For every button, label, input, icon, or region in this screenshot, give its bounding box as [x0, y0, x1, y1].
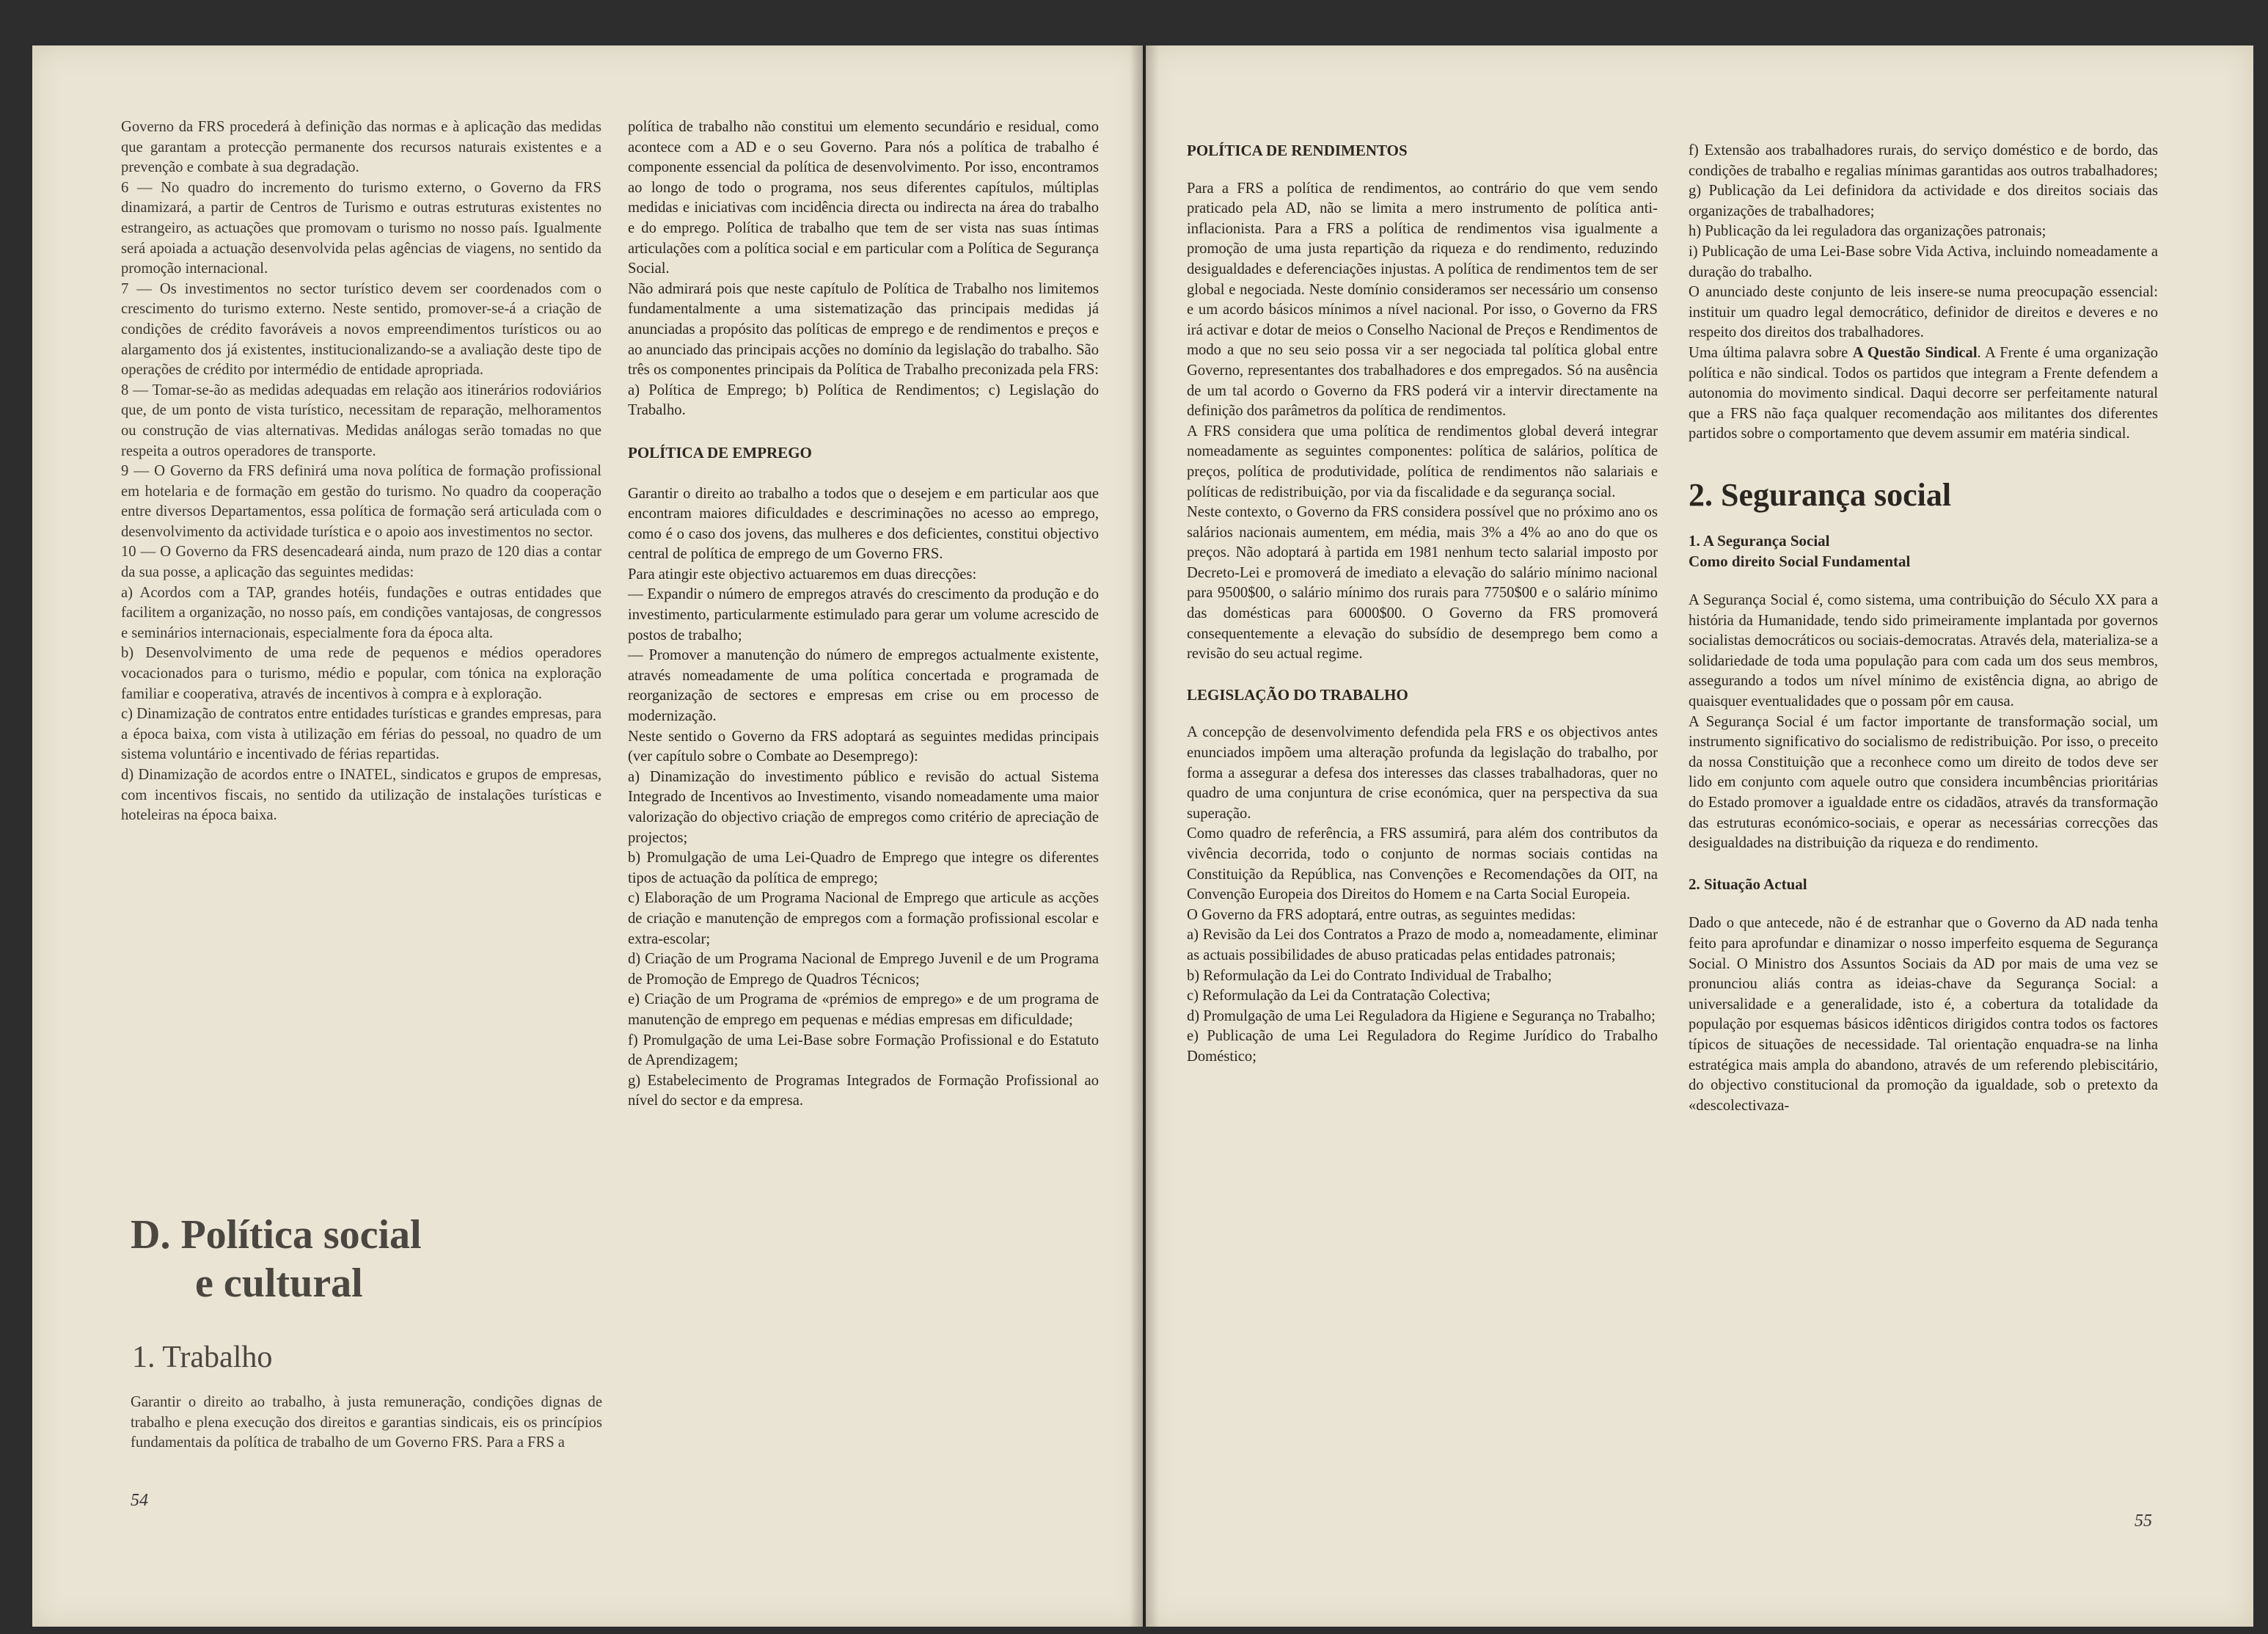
book-gutter	[1130, 45, 1159, 1627]
paragraph: Para a FRS a política de rendimentos, ao contrário do que vem sendo praticado pela AD, não se limita a mero instrumento de política anti-inflacionista. Para a FRS a política de rendimentos visa igualmente a promoção de uma justa repartição da riqueza e do rendimento, reduzindo desigualdades e deferenciações injustas. A política de rendimentos tem de ser global e negociada. Neste domínio consideramos ser necessário um consenso e um acordo básicos mínimos a nível nacional. Por isso, o Governo da FRS irá activar e dotar de meios o Conselho Nacional de Preços e Rendimentos de modo a que no seu seio possa vir a ser negociada tal política global entre Governo, representantes dos trabalhadores e dos empregados. Só na ausência de um tal acordo o Governo da FRS poderá vir a intervir directamente na definição dos parâmetros da política de rendimentos.	[1187, 180, 1658, 420]
paragraph: Como quadro de referência, a FRS assumirá, para além dos contributos da vivência decorrida, todo o conjunto de normas sociais contidas na Constituição da República, nas Convenções e Recomendações da OIT, na Convenção Europeia dos Direitos do Homem e na Carta Social Europeia.	[1187, 825, 1658, 903]
paragraph: A Segurança Social é um factor importante de transformação social, um instrumento significativo do socialismo de redistribuição. Por isso, o preceito da nossa Constituição que a reconhece como um direito de todos deve ser lido em conjunto com aquele outro que considera incumbências prioritárias do Estado promover a igualdade entre os cidadãos, através da transformação das estruturas económico-sociais, e operar as necessárias correcções das desigualdades na distribuição da riqueza e do rendimento.	[1689, 713, 2158, 852]
paragraph: d) Promulgação de uma Lei Reguladora da Higiene e Segurança no Trabalho;	[1187, 1007, 1656, 1024]
page-number-left: 54	[131, 1491, 148, 1510]
heading-politica-rendimentos: POLÍTICA DE RENDIMENTOS	[1187, 142, 1408, 159]
paragraph: 9 — O Governo da FRS definirá uma nova política de formação profissional em hotelaria e de formação em gestão do turismo. No quadro da cooperação entre diversos Departamentos, essa política de formação será articulada com o desenvolvimento da actividade turística e o apoio aos investimentos no sector.	[121, 463, 601, 540]
subheading-1-line-2: Como direito Social Fundamental	[1689, 552, 1911, 570]
paragraph: h) Publicação da lei reguladora das organizações patronais;	[1689, 223, 2046, 240]
paragraph: b) Desenvolvimento de uma rede de pequenos e médios operadores vocacionados para o turismo, médio e popular, com tónica na exploração familiar e cooperativa, através de incentivos à compra e à exploração.	[121, 645, 601, 702]
right-column-1	[1187, 141, 1658, 1068]
paragraph: a) Acordos com a TAP, grandes hotéis, fundações e outras entidades que facilitem a organização, no nosso país, em condições vantajosas, de congressos e seminários internacionais, especialmente fora da época alta.	[121, 584, 601, 641]
paragraph: g) Estabelecimento de Programas Integrados de Formação Profissional ao nível do sector e da empresa.	[628, 1072, 1099, 1109]
subheading-2: 2. Situação Actual	[1689, 875, 1807, 893]
paragraph: 10 — O Governo da FRS desencadeará ainda, num prazo de 120 dias a contar da sua posse, a aplicação das seguintes medidas:	[121, 544, 601, 581]
paragraph: f) Extensão aos trabalhadores rurais, do serviço doméstico e de bordo, das condições de trabalho e regalias mínimas garantidas aos outros trabalhadores;	[1689, 142, 2158, 179]
paragraph: b) Reformulação da Lei do Contrato Individual de Trabalho;	[1187, 967, 1552, 984]
paragraph: c) Reformulação da Lei da Contratação Colectiva;	[1187, 988, 1490, 1004]
paragraph: c) Dinamização de contratos entre entidades turísticas e grandes empresas, para a época baixa, com vista à utilização em férias do pessoal, no quadro de um sistema voluntário e incentivado de férias repartidas.	[121, 706, 601, 763]
section-title-line-1: D. Política social	[131, 1212, 422, 1258]
paragraph: política de trabalho não constitui um elemento secundário e residual, como acontece com a AD e o seu Governo. Para nós a política de trabalho é componente essencial da política de desenvolvimento. Por isso, encontramos ao longo de todo o programa, nos seus diferentes capítulos, múltiplas medidas e iniciativas com incidência directa ou indirecta na área do trabalho e do emprego. Política de trabalho que tem de ser vista nas suas íntimas articulações com a política social e em particular com a Política de Segurança Social.	[628, 119, 1099, 277]
paragraph: 8 — Tomar-se-ão as medidas adequadas em relação aos itinerários rodoviários que, de um ponto de vista turístico, necessitam de reparação, melhoramentos ou construção de vias alternativas. Medidas análogas serão tomadas no que respeita a outros operadores de transporte.	[121, 382, 601, 459]
paragraph: Não admirará pois que neste capítulo de Política de Trabalho nos limitemos fundamentalmente a uma sistematização das principais medidas já anunciadas a propósito das políticas de emprego e de rendimentos e preços e ao anunciado das principais acções no domínio da legislação do trabalho. São três os componentes principais da Política de Trabalho preconizada pela FRS: a) Política de Emprego; b) Política de Rendimentos; c) Legislação do Trabalho.	[628, 280, 1099, 419]
paragraph: — Expandir o número de empregos através do crescimento da produção e do investimento, particularmente estimulado para gerar um volume acrescido de postos de trabalho;	[628, 586, 1099, 643]
paragraph: a) Dinamização do investimento público e revisão do actual Sistema Integrado de Incentivos ao Investimento, visando nomeadamente uma maior valorização do objectivo criação de empregos como critério de apreciação de projectos;	[628, 768, 1099, 846]
paragraph: Neste sentido o Governo da FRS adoptará as seguintes medidas principais (ver capítulo sobre o Combate ao Desemprego):	[628, 728, 1099, 765]
paragraph: d) Dinamização de acordos entre o INATEL, sindicatos e grupos de empresas, com incentivos fiscais, no sentido da utilização de instalações turísticas e hoteleiras na época baixa.	[121, 767, 601, 824]
paragraph: b) Promulgação de uma Lei-Quadro de Emprego que integre os diferentes tipos de actuação da política de emprego;	[628, 850, 1099, 886]
paragraph: e) Publicação de uma Lei Reguladora do Regime Jurídico do Trabalho Doméstico;	[1187, 1028, 1658, 1065]
paragraph: O anunciado deste conjunto de leis insere-se numa preocupação essencial: instituir um quadro legal democrático, definidor de direitos e deveres e no respeito dos direitos dos trabalhadores.	[1689, 284, 2158, 341]
paragraph: A FRS considera que uma política de rendimentos global deverá integrar nomeadamente as seguintes componentes: política de salários, política de preços, política de produtividade, política de rendimentos não salariais e políticas de redistribuição, por via da fiscalidade e da segurança social.	[1187, 423, 1658, 500]
paragraph: Garantir o direito ao trabalho, à justa remuneração, condições dignas de trabalho e plena execução dos direitos e garantias sindicais, eis os princípios fundamentais da política de trabalho de um Governo FRS. Para a FRS a	[131, 1394, 602, 1451]
right-column-2	[1689, 141, 2158, 1116]
heading-politica-emprego: POLÍTICA DE EMPREGO	[628, 443, 812, 462]
paragraph: f) Promulgação de uma Lei-Base sobre Formação Profissional e do Estatuto de Aprendizagem;	[628, 1032, 1099, 1069]
section-title-line-2: e cultural	[195, 1261, 363, 1306]
paragraph: Garantir o direito ao trabalho a todos que o desejem e em particular aos que encontram maiores dificuldades e descriminações no acesso ao emprego, como é o caso dos jovens, das mulheres e dos deficientes, constitui objectivo central de política de emprego de um Governo FRS.	[628, 485, 1099, 563]
paragraph: Governo da FRS procederá à definição das normas e à aplicação das medidas que garantam a protecção permanente dos recursos naturais existentes e a prevenção e combate à sua degradação.	[121, 119, 601, 176]
trabalho-intro	[131, 1393, 602, 1454]
text: . A Frente é uma organização política e não sindical. Todos os partidos que integram a Frente defendem a autonomia do movimento sindical. Daqui decorre ser perfeitamente natural que a FRS não faça qualquer recomendação aos militantes dos diferentes partidos sobre o comportamento que devem assumir em matéria sindical.	[1689, 344, 2159, 442]
paragraph: g) Publicação da Lei definidora da actividade e dos direitos sociais das organizações de trabalhadores;	[1689, 183, 2158, 219]
paragraph: Dado o que antecede, não é de estranhar que o Governo da AD nada tenha feito para aprofundar e dinamizar o nosso imperfeito esquema de Segurança Social. O Ministro dos Assuntos Sociais da AD por mais de uma vez se pronunciou aliás contra as ideias-chave da Segurança Social: a universalidade e a generalidade, isto é, a cobertura da totalidade da população por esquemas básicos idênticos dirigidos contra todos os factores típicos de situações de necessidade. Tal orientação enquadra-se na linha estratégica mais ampla do abandono, através de um referendo plebiscitário, do objectivo constitucional da promoção da igualdade, sob o pretexto da «descolectivaza-	[1689, 915, 2158, 1114]
paragraph: O Governo da FRS adoptará, entre outras, as seguintes medidas:	[1187, 906, 1576, 923]
section-title-seguranca-social: 2. Segurança social	[1689, 476, 1952, 513]
paragraph: c) Elaboração de um Programa Nacional de Emprego que articule as acções de criação e manutenção de empregos com a formação profissional escolar e extra-escolar;	[628, 890, 1099, 947]
paragraph: e) Criação de um Programa de «prémios de emprego» e de um programa de manutenção de emprego em pequenas e médias empresas em dificuldade;	[628, 991, 1099, 1028]
section-title	[131, 1211, 600, 1307]
page-number-right: 55	[2135, 1511, 2152, 1531]
paragraph: 6 — No quadro do incremento do turismo externo, o Governo da FRS dinamizará, a partir de Centros de Turismo e outras estruturas existentes no estrangeiro, as actuações que promovam o turismo no nosso país. Igualmente será apoiada a actuação desenvolvida pelas agências de viagens, no sentido da promoção internacional.	[121, 179, 601, 277]
left-column-2	[628, 117, 1099, 1112]
paragraph: Neste contexto, o Governo da FRS considera possível que no próximo ano os salários nacionais aumentem, em média, mais 3% a 4% ao ano do que os preços. Não adoptará à partida em 1981 nenhum tecto salarial imposto por Decreto-Lei e promoverá de imediato a elevação do salário mínimo nacional para 9500$00, o salário mínimo dos rurais para 7750$00 e o salário mínimo das domésticas para 6000$00. O Governo da FRS promoverá consequentemente a elevação do subsídio de desemprego bem como a revisão do seu actual regime.	[1187, 504, 1658, 663]
paragraph: 7 — Os investimentos no sector turístico devem ser coordenados com o crescimento do turismo externo. Neste sentido, promover-se-á a criação de condições de crédito favoráveis a novos empreendimentos turísticos ou ao alargamento dos já existentes, institucionalizando-se a avaliação deste tipo de operações de crédito por intermédio de entidade apropriada.	[121, 280, 601, 379]
paragraph: A Segurança Social é, como sistema, uma contribuição do Século XX para a história da Humanidade, tendo sido primeiramente implantada por governos socialistas democráticos ou sociais-democratas. Através dela, materializa-se a solidariedade de toda uma população para com cada um dos seus membros, assegurando a todos um nível mínimo de existência digna, ao abrigo de quaisquer eventualidades que o possam pôr em causa.	[1689, 592, 2158, 710]
heading-legislacao-trabalho: LEGISLAÇÃO DO TRABALHO	[1187, 685, 1408, 704]
subheading-1-line-1: 1. A Segurança Social	[1689, 531, 1830, 550]
text: Uma última palavra sobre	[1689, 344, 1853, 361]
subsection-title: 1. Trabalho	[132, 1341, 273, 1374]
paragraph: a) Revisão da Lei dos Contratos a Prazo de modo a, nomeadamente, eliminar as actuais possibilidades de abuso praticadas pelas entidades patronais;	[1187, 927, 1658, 963]
paragraph: Para atingir este objectivo actuaremos em duas direcções:	[628, 566, 977, 583]
paragraph: — Promover a manutenção do número de empregos actualmente existente, através nomeadamente de uma política concertada e programada de reorganização de sectores e empresas em crise ou em processo de modernização.	[628, 647, 1099, 725]
paragraph: d) Criação de um Programa Nacional de Emprego Juvenil e de um Programa de Promoção de Emprego de Quadros Técnicos;	[628, 951, 1099, 988]
paragraph: A concepção de desenvolvimento defendida pela FRS e os objectivos antes enunciados impõem uma alteração profunda da legislação do trabalho, por forma a assegurar a defesa dos interesses das classes trabalhadoras, quer no quadro de uma conjuntura de crise económica, quer na perspectiva da sua superação.	[1187, 724, 1658, 822]
paragraph: i) Publicação de uma Lei-Base sobre Vida Activa, incluindo nomeadamente a duração do trabalho.	[1689, 243, 2158, 280]
bold-text: A Questão Sindical	[1852, 344, 1978, 361]
paragraph-questao-sindical	[1689, 343, 2158, 445]
left-column-1	[121, 117, 601, 826]
